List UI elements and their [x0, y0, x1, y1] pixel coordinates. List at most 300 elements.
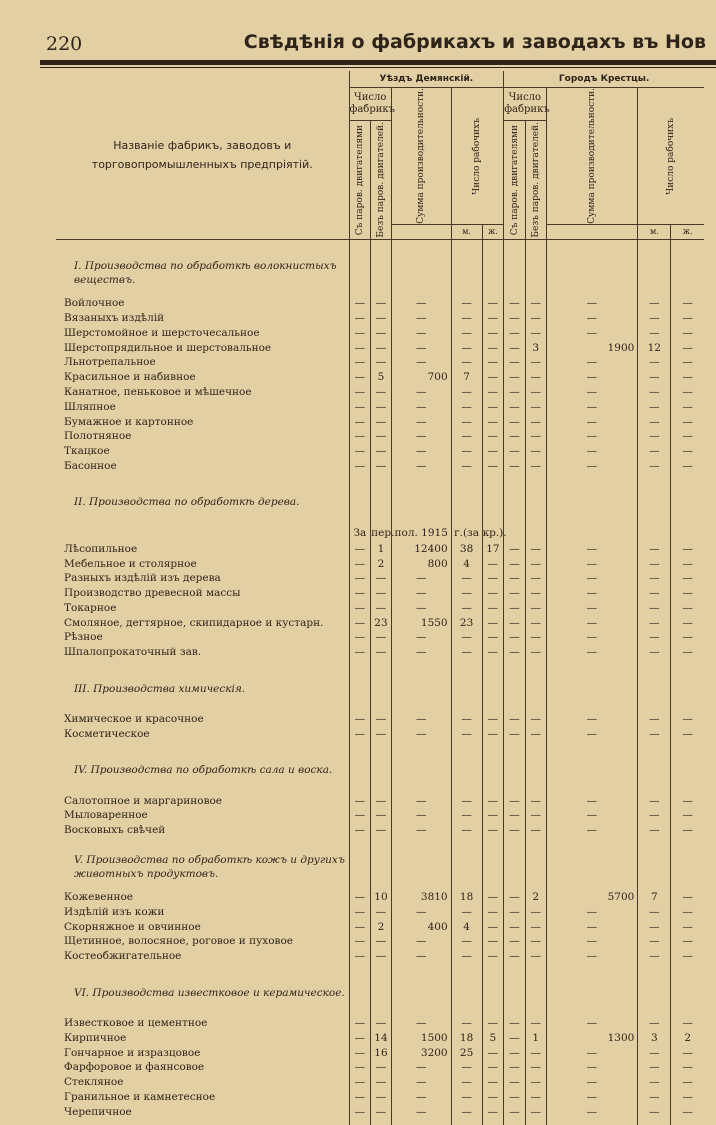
spacer-cell [482, 239, 504, 250]
row-value: — [525, 793, 546, 808]
row-value: — [451, 444, 482, 459]
col-zh-2: ж. [671, 224, 704, 239]
row-name: Щетинное, волосяное, роговое и пуховое [64, 935, 294, 948]
row-value: — [504, 370, 526, 385]
row-value: — [349, 890, 371, 905]
row-value: — [349, 645, 371, 660]
row-value: 800 [391, 556, 451, 571]
row-value: — [504, 459, 526, 474]
row-value: — [482, 1045, 504, 1060]
row-value: — [482, 370, 504, 385]
row-value: — [451, 1090, 482, 1105]
col-count-fabrik-2: Число фабрикъ [504, 88, 546, 121]
row-value: — [671, 645, 704, 660]
row-value: — [546, 1075, 638, 1090]
row-value: — [525, 325, 546, 340]
table-row [56, 919, 704, 934]
row-name: Мебельное и столярное [64, 557, 197, 570]
row-value: — [504, 325, 526, 340]
row-value: — [482, 1075, 504, 1090]
table-row [56, 808, 704, 823]
row-value: — [451, 645, 482, 660]
row-value: — [671, 601, 704, 616]
row-value: — [638, 949, 671, 964]
row-value: 2 [671, 1030, 704, 1045]
spacer-cell [349, 1119, 371, 1125]
row-value: — [391, 793, 451, 808]
row-value: — [504, 1075, 526, 1090]
row-value: — [671, 934, 704, 949]
section-cell [482, 666, 504, 712]
row-name: Вязаныхъ издѣлій [64, 311, 165, 324]
table-row [56, 1104, 704, 1119]
section-header-row [56, 666, 704, 712]
row-value: — [546, 541, 638, 556]
row-value: 1300 [546, 1030, 638, 1045]
row-value: — [451, 949, 482, 964]
row-value: — [638, 934, 671, 949]
table-row [56, 712, 704, 727]
row-value: — [671, 1016, 704, 1031]
row-value: — [482, 311, 504, 326]
row-value: — [391, 459, 451, 474]
row-value: — [546, 726, 638, 741]
section-cell [451, 844, 482, 890]
row-name: Канатное, пеньковое и мѣшечное [64, 385, 252, 398]
row-value: — [391, 444, 451, 459]
row-value: — [525, 586, 546, 601]
row-value: — [482, 399, 504, 414]
row-value: — [638, 808, 671, 823]
row-value: — [546, 808, 638, 823]
section-cell [451, 666, 482, 712]
table-row [56, 949, 704, 964]
row-value: — [451, 429, 482, 444]
row-value: — [482, 934, 504, 949]
row-value: — [349, 904, 371, 919]
section-cell [638, 747, 671, 793]
header-rule [40, 60, 716, 65]
row-value: — [349, 712, 371, 727]
row-value: — [546, 1104, 638, 1119]
row-value: 5 [371, 370, 392, 385]
table-row [56, 541, 704, 556]
row-value: — [391, 904, 451, 919]
row-value: — [546, 793, 638, 808]
row-value: — [525, 399, 546, 414]
row-value: 25 [451, 1045, 482, 1060]
row-value: — [391, 385, 451, 400]
col-without-steam-2 [525, 121, 546, 240]
row-value: — [546, 385, 638, 400]
row-value: — [349, 726, 371, 741]
row-value: — [525, 1060, 546, 1075]
row-value: — [525, 645, 546, 660]
row-value: — [525, 726, 546, 741]
table-row [56, 904, 704, 919]
row-value: — [525, 444, 546, 459]
row-value: — [638, 1060, 671, 1075]
row-name: Салотопное и маргариновое [64, 794, 223, 807]
row-value: — [371, 429, 392, 444]
row-value: — [391, 399, 451, 414]
row-value: — [546, 1060, 638, 1075]
row-value: — [391, 325, 451, 340]
section-cell [671, 844, 704, 890]
spacer-cell [504, 239, 526, 250]
row-value: — [546, 645, 638, 660]
section-cell [349, 250, 371, 296]
row-value: — [349, 370, 371, 385]
row-value: — [504, 1045, 526, 1060]
row-value: — [482, 459, 504, 474]
row-value: 1900 [546, 340, 638, 355]
row-value: — [504, 890, 526, 905]
table-row [56, 1030, 704, 1045]
row-value: — [482, 325, 504, 340]
page-number: 220 [46, 33, 83, 55]
row-value: — [391, 429, 451, 444]
spacer-row [56, 1119, 704, 1125]
row-value: — [546, 630, 638, 645]
row-value: — [504, 630, 526, 645]
row-value: — [391, 586, 451, 601]
row-value: — [504, 429, 526, 444]
row-value: — [671, 459, 704, 474]
col-m-2: м. [638, 224, 671, 239]
row-value: — [671, 1075, 704, 1090]
row-value: 4 [451, 556, 482, 571]
row-value: — [638, 571, 671, 586]
row-value: 12400 [391, 541, 451, 556]
row-value: — [546, 370, 638, 385]
row-value: — [371, 571, 392, 586]
table-row [56, 793, 704, 808]
row-name: Бумажное и картонное [64, 415, 194, 428]
row-value: — [349, 949, 371, 964]
row-name: Фарфоровое и фаянсовое [64, 1061, 205, 1074]
row-value: — [451, 586, 482, 601]
row-value: — [482, 556, 504, 571]
spacer-cell [525, 239, 546, 250]
row-name: Шерстопрядильное и шерстовальное [64, 341, 272, 354]
row-value: — [671, 1045, 704, 1060]
row-value: — [525, 459, 546, 474]
header-rule-thin [40, 67, 716, 68]
row-value: — [451, 355, 482, 370]
row-value: — [349, 1090, 371, 1105]
row-value: — [371, 630, 392, 645]
row-value: — [451, 823, 482, 838]
row-name: Разныхъ издѣлій изъ дерева [64, 572, 221, 585]
row-value: — [546, 712, 638, 727]
table-row [56, 355, 704, 370]
row-value: — [391, 296, 451, 311]
row-value: — [482, 615, 504, 630]
spacer-cell [525, 1119, 546, 1125]
row-value: — [638, 630, 671, 645]
row-value: — [482, 904, 504, 919]
row-value: — [371, 645, 392, 660]
row-value: — [451, 712, 482, 727]
row-value: — [525, 385, 546, 400]
row-value: — [638, 414, 671, 429]
row-value: — [525, 712, 546, 727]
col-workers [451, 88, 504, 225]
row-value: 12 [638, 340, 671, 355]
running-title: Свѣдѣнія о фабрикахъ и заводахъ въ Нов [243, 31, 706, 53]
row-value: — [451, 571, 482, 586]
row-value: — [638, 586, 671, 601]
factory-table [56, 71, 704, 1125]
section-cell [349, 844, 371, 890]
row-value: — [482, 586, 504, 601]
row-value: — [671, 355, 704, 370]
section-cell [391, 250, 451, 296]
row-value: — [349, 601, 371, 616]
row-value: — [451, 414, 482, 429]
section-cell [671, 970, 704, 1016]
row-value: — [349, 296, 371, 311]
note-cell: За [349, 525, 371, 541]
row-value: — [349, 1060, 371, 1075]
row-value: — [451, 726, 482, 741]
note-cell [638, 525, 671, 541]
row-value: — [391, 311, 451, 326]
row-value: — [504, 541, 526, 556]
row-value: — [451, 808, 482, 823]
row-name: Смоляное, дегтярное, скипидарное и кустарн. [64, 616, 324, 629]
section-title: II. Производства по обработкѣ дерева. [74, 496, 300, 509]
spacer-cell [371, 239, 392, 250]
row-value: — [349, 399, 371, 414]
row-value: — [349, 340, 371, 355]
row-value: — [671, 919, 704, 934]
row-value: 23 [371, 615, 392, 630]
section-header-row [56, 970, 704, 1016]
row-value: — [638, 1045, 671, 1060]
row-value: — [504, 645, 526, 660]
row-name: Химическое и красочное [64, 713, 204, 726]
section-title: I. Производства по обработкѣ волокнистыхъ веществъ. [74, 259, 337, 286]
row-value: — [638, 726, 671, 741]
table-row [56, 630, 704, 645]
section-header-row [56, 250, 704, 296]
row-value: — [671, 340, 704, 355]
row-value: — [525, 808, 546, 823]
section-cell [391, 479, 451, 525]
row-value: — [671, 1104, 704, 1119]
row-value: — [482, 645, 504, 660]
row-value: — [371, 808, 392, 823]
row-value: 3 [638, 1030, 671, 1045]
row-value: — [482, 1090, 504, 1105]
row-value: — [504, 1104, 526, 1119]
spacer-cell [349, 239, 371, 250]
note-name-cell [56, 525, 349, 541]
col-with-steam-2 [504, 121, 526, 240]
row-value: — [349, 1045, 371, 1060]
row-value: — [371, 414, 392, 429]
row-value: — [349, 934, 371, 949]
spacer-cell [546, 239, 638, 250]
section-cell [451, 970, 482, 1016]
row-value: — [638, 1090, 671, 1105]
section-cell [391, 747, 451, 793]
row-value: — [638, 645, 671, 660]
row-name: Лѣсопильное [64, 542, 138, 555]
row-value: — [638, 311, 671, 326]
section-cell [371, 666, 392, 712]
row-value: — [349, 414, 371, 429]
row-value: — [504, 919, 526, 934]
row-value: — [504, 385, 526, 400]
row-value: — [504, 712, 526, 727]
col-workers-2 [638, 88, 704, 225]
row-value: — [349, 325, 371, 340]
row-value: — [482, 340, 504, 355]
section-cell [451, 479, 482, 525]
spacer-cell [56, 1119, 349, 1125]
table-body [56, 239, 704, 1125]
section-cell [482, 970, 504, 1016]
row-name: Мыловаренное [64, 809, 148, 822]
row-value: 2 [525, 890, 546, 905]
row-value: — [546, 296, 638, 311]
section-cell [671, 479, 704, 525]
row-value: — [546, 571, 638, 586]
row-value: — [391, 355, 451, 370]
row-value: — [638, 459, 671, 474]
row-value: — [546, 414, 638, 429]
row-value: — [671, 808, 704, 823]
row-value: 7 [638, 890, 671, 905]
table-row [56, 385, 704, 400]
row-value: — [671, 904, 704, 919]
row-value: — [671, 399, 704, 414]
row-value: — [451, 1075, 482, 1090]
table-row [56, 459, 704, 474]
row-value: — [391, 823, 451, 838]
row-value: — [671, 949, 704, 964]
table-row [56, 1075, 704, 1090]
row-value: — [504, 1060, 526, 1075]
row-value: 1550 [391, 615, 451, 630]
spacer-cell [638, 1119, 671, 1125]
row-name: Восковыхъ свѣчей [64, 824, 166, 837]
row-value: — [349, 586, 371, 601]
table-row [56, 823, 704, 838]
row-value: — [349, 459, 371, 474]
section-cell [349, 970, 371, 1016]
row-value: 38 [451, 541, 482, 556]
row-name: Басонное [64, 459, 117, 472]
row-value: — [504, 1090, 526, 1105]
row-value: 2 [371, 919, 392, 934]
row-value: — [391, 934, 451, 949]
row-name: Токарное [64, 601, 117, 614]
col-with-steam-label: Съ паров. двигателями [354, 124, 365, 235]
row-name: Костеобжигательное [64, 950, 182, 963]
section-cell [546, 666, 638, 712]
row-value: — [671, 296, 704, 311]
row-value: — [671, 726, 704, 741]
section-header-row [56, 844, 704, 890]
row-value: — [482, 726, 504, 741]
row-value: — [371, 399, 392, 414]
row-value: — [504, 571, 526, 586]
row-value: — [349, 1104, 371, 1119]
row-value: — [451, 399, 482, 414]
section-header-row [56, 479, 704, 525]
row-value: — [504, 601, 526, 616]
row-value: — [349, 311, 371, 326]
row-value: — [482, 429, 504, 444]
row-value: — [391, 1104, 451, 1119]
row-value: — [451, 904, 482, 919]
row-value: — [391, 1075, 451, 1090]
row-value: — [391, 808, 451, 823]
name-column-header: Названіе фабрикъ, заводовъ и торговопромышленныхъ предпріятій. [56, 71, 349, 239]
row-value: — [482, 793, 504, 808]
section-cell [638, 479, 671, 525]
row-value: — [391, 414, 451, 429]
row-value: 3200 [391, 1045, 451, 1060]
table-row [56, 645, 704, 660]
row-value: — [349, 571, 371, 586]
section-title: VI. Производства известковое и керамическое. [74, 986, 345, 999]
section-cell [504, 250, 526, 296]
spacer-cell [504, 1119, 526, 1125]
row-value: — [504, 414, 526, 429]
section-cell [671, 666, 704, 712]
row-value: 2 [371, 556, 392, 571]
row-value: — [371, 385, 392, 400]
table-row [56, 311, 704, 326]
section-header-row [56, 747, 704, 793]
table-row [56, 296, 704, 311]
row-name: Стекляное [64, 1076, 124, 1089]
row-value: — [371, 459, 392, 474]
note-cell: кр.). [482, 527, 507, 540]
col-sum-label: Сумма производительности. [416, 88, 427, 224]
col-without-steam-label: Безъ паров. двигателей. [375, 122, 386, 238]
section-cell [504, 970, 526, 1016]
row-value: — [525, 630, 546, 645]
col-zh: ж. [482, 224, 504, 239]
section-cell [638, 844, 671, 890]
row-value: — [546, 459, 638, 474]
row-value: — [349, 355, 371, 370]
row-value: — [482, 823, 504, 838]
table-row [56, 1060, 704, 1075]
section-cell [546, 747, 638, 793]
row-value: — [451, 340, 482, 355]
col-with-steam-label-2: Съ паров. двигателями [509, 124, 520, 235]
row-name: Производство древесной массы [64, 587, 241, 600]
col-sum-2 [546, 88, 638, 225]
row-value: — [482, 630, 504, 645]
row-value: — [371, 726, 392, 741]
row-value: — [671, 1060, 704, 1075]
row-value: — [504, 793, 526, 808]
col-m: м. [451, 224, 482, 239]
row-value: — [671, 370, 704, 385]
row-value: — [371, 586, 392, 601]
row-value: — [349, 429, 371, 444]
row-value: — [451, 793, 482, 808]
row-value: — [546, 556, 638, 571]
